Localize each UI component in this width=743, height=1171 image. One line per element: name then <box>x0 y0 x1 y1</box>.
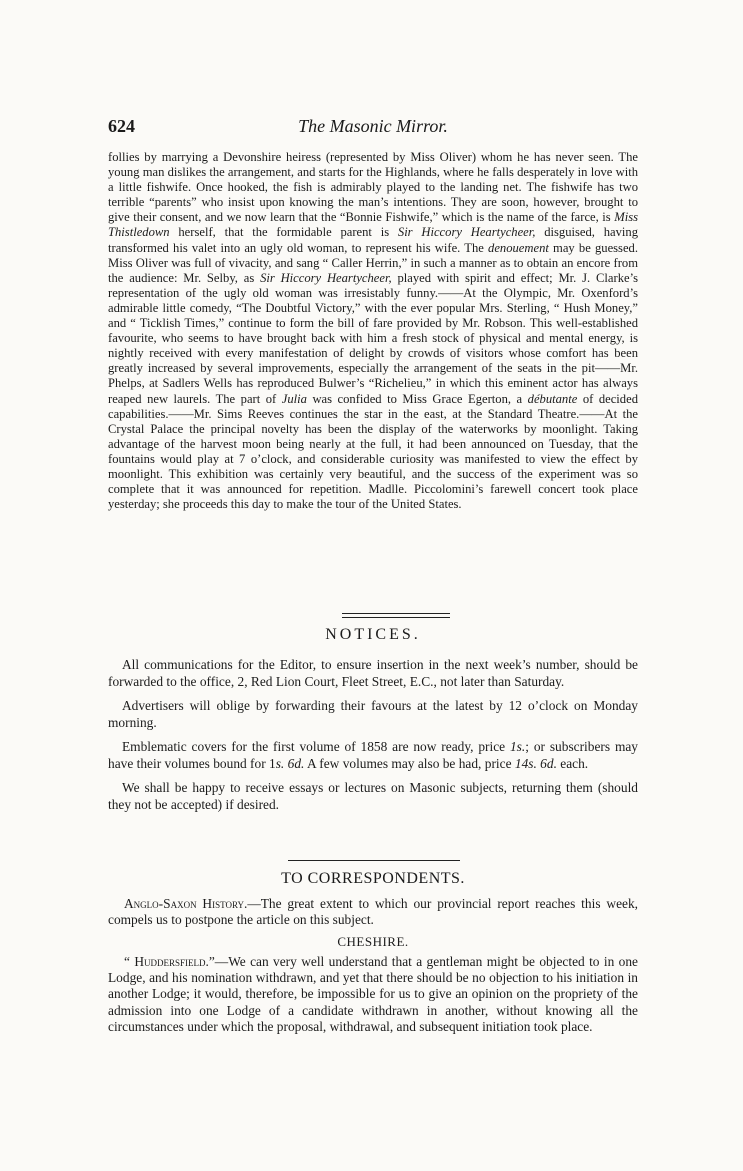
italic-text: 6d. <box>287 756 305 771</box>
notice-paragraph <box>108 697 638 731</box>
text-run: may be guessed. Miss Oliver was full of vivacity, and sang “ Caller Herrin,” in such a manner as to obtain an encore from the audience: Mr. Selby, as <box>108 240 638 285</box>
text-run: of decided capabilities.——Mr. Sims Reeves continues the star in the east, at the Standard Theatre.——At the Crystal Palace the principal novelty has been the display of the waterworks by moonlight. Taking advantage of the harvest moon being nearly at the full, it had been announced on Tuesday, that the fountains would play at 7 o’clock, and considerable curiosity was manifested to view the effect by moonlight. This exhibition was certainly very beautiful, and the success of the experiment was so complete that it was announced for repetition. Madlle. Piccolomini’s farewell concert took place yesterday; she proceeds this day to make the tour of the United States. <box>108 391 638 512</box>
text-run: A few volumes may also be had, price <box>304 756 515 771</box>
italic-text: 14s. 6d. <box>514 756 557 771</box>
text-run: All communications for the Editor, to ensure insertion in the next week’s number, should be forwarded to the office, 2, Red Lion Court, Fleet Street, E.C., not later than Saturday. <box>108 657 638 689</box>
text-run: was confided to Miss Grace Egerton, a <box>306 391 528 406</box>
correspondents-section <box>108 896 638 928</box>
italic-text: débutante <box>527 391 578 406</box>
text-run: ; or subscribers may have their volumes bound for 1 <box>108 739 639 771</box>
running-title: The Masonic Mirror. <box>298 116 448 136</box>
article-column <box>108 150 638 512</box>
section-divider <box>342 613 450 618</box>
article-paragraph <box>108 150 638 512</box>
text-run: follies by marrying a Devonshire heiress (represented by Miss Oliver) whom he has never seen. The young man dislikes the arrangement, and starts for the Highlands, where he falls desperately in love with a little fishwife. Once hooked, the fish is admirably played to the landing net. The fishwife has two terrible “parents” who insist upon knowing the man’s intentions. They are soon, however, brought to give their consent, and we now learn that the “Bonnie Fishwife,” which is the name of the farce, is <box>108 150 638 225</box>
italic-text: Miss Thistledown <box>108 210 638 240</box>
italic-text: s. <box>275 756 285 771</box>
italic-text: 1s. <box>509 739 526 754</box>
italic-text: Sir Hiccory Heartycheer, <box>397 225 536 240</box>
section-divider <box>288 860 460 861</box>
italic-text: Julia <box>281 391 307 406</box>
italic-text: Sir Hiccory Heartycheer, <box>260 270 392 285</box>
text-run: played with spirit and effect; Mr. J. Clarke’s representation of the ugly old woman was irresistably funny.——At the Olympic, Mr. Oxenford’s admirable little comedy, “The Doubtful Victory,” with the ever popular Mrs. Sterling, “ Hush Money,” and “ Ticklish Times,” continue to form the bill of fare provided by Mr. Robson. This well-established favourite, who seems to have brought back with him a fresh stock of physical and mental energy, is nightly received with every manifestation of delight by crowds of visitors whose comfort has been greatly increased by several improvements, especially the arrangement of the seats in the pit——Mr. Phelps, at Sadlers Wells has reproduced Bulwer’s “Richelieu,” in which this eminent actor has always reaped new laurels. The part of <box>108 270 638 406</box>
anglo-saxon-paragraph <box>108 896 638 928</box>
text-run: “ <box>124 954 135 969</box>
notice-paragraph <box>108 779 638 813</box>
correspondents-heading: TO CORRESPONDENTS. <box>281 870 465 887</box>
notices-heading: NOTICES. <box>325 626 421 643</box>
text-run: Emblematic covers for the first volume of 1858 are now ready, price <box>122 739 510 754</box>
huddersfield-paragraph <box>108 954 638 1035</box>
text-run: herself, that the formidable parent is <box>169 225 398 240</box>
page-header <box>108 116 638 140</box>
text-run: each. <box>556 756 589 771</box>
huddersfield-section <box>108 954 638 1035</box>
text-run: —The great extent to which our provincial report reaches this week, compels us to postpone the article on this subject. <box>108 896 638 928</box>
text-run: disguised, having transformed his valet into an ugly old woman, to represent his wife. The <box>108 225 638 255</box>
notice-paragraph <box>108 738 638 772</box>
small-caps-text: Anglo-Saxon History. <box>124 896 248 911</box>
small-caps-text: Huddersfield. <box>134 954 209 969</box>
text-run: Advertisers will oblige by forwarding their favours at the latest by 12 o’clock on Monday morning. <box>108 698 638 730</box>
notices-section <box>108 656 638 820</box>
cheshire-subheading: CHESHIRE. <box>337 934 409 949</box>
text-run: ”—We can very well understand that a gentleman might be objected to in one Lodge, and his nomination withdrawn, and yet that there should be no objection to his initiation in another Lodge; it would, therefore, be impossible for us to give an opinion on the propriety of the admission into one Lodge of a candidate withdrawn in another, without knowing all the circumstances under which the proposal, withdrawal, and subsequent initiation took place. <box>108 954 639 1034</box>
text-run: We shall be happy to receive essays or lectures on Masonic subjects, returning them (should they not be accepted) if desired. <box>108 780 638 812</box>
notice-paragraph <box>108 656 638 690</box>
page-number: 624 <box>108 116 135 136</box>
italic-text: denouement <box>488 240 549 255</box>
